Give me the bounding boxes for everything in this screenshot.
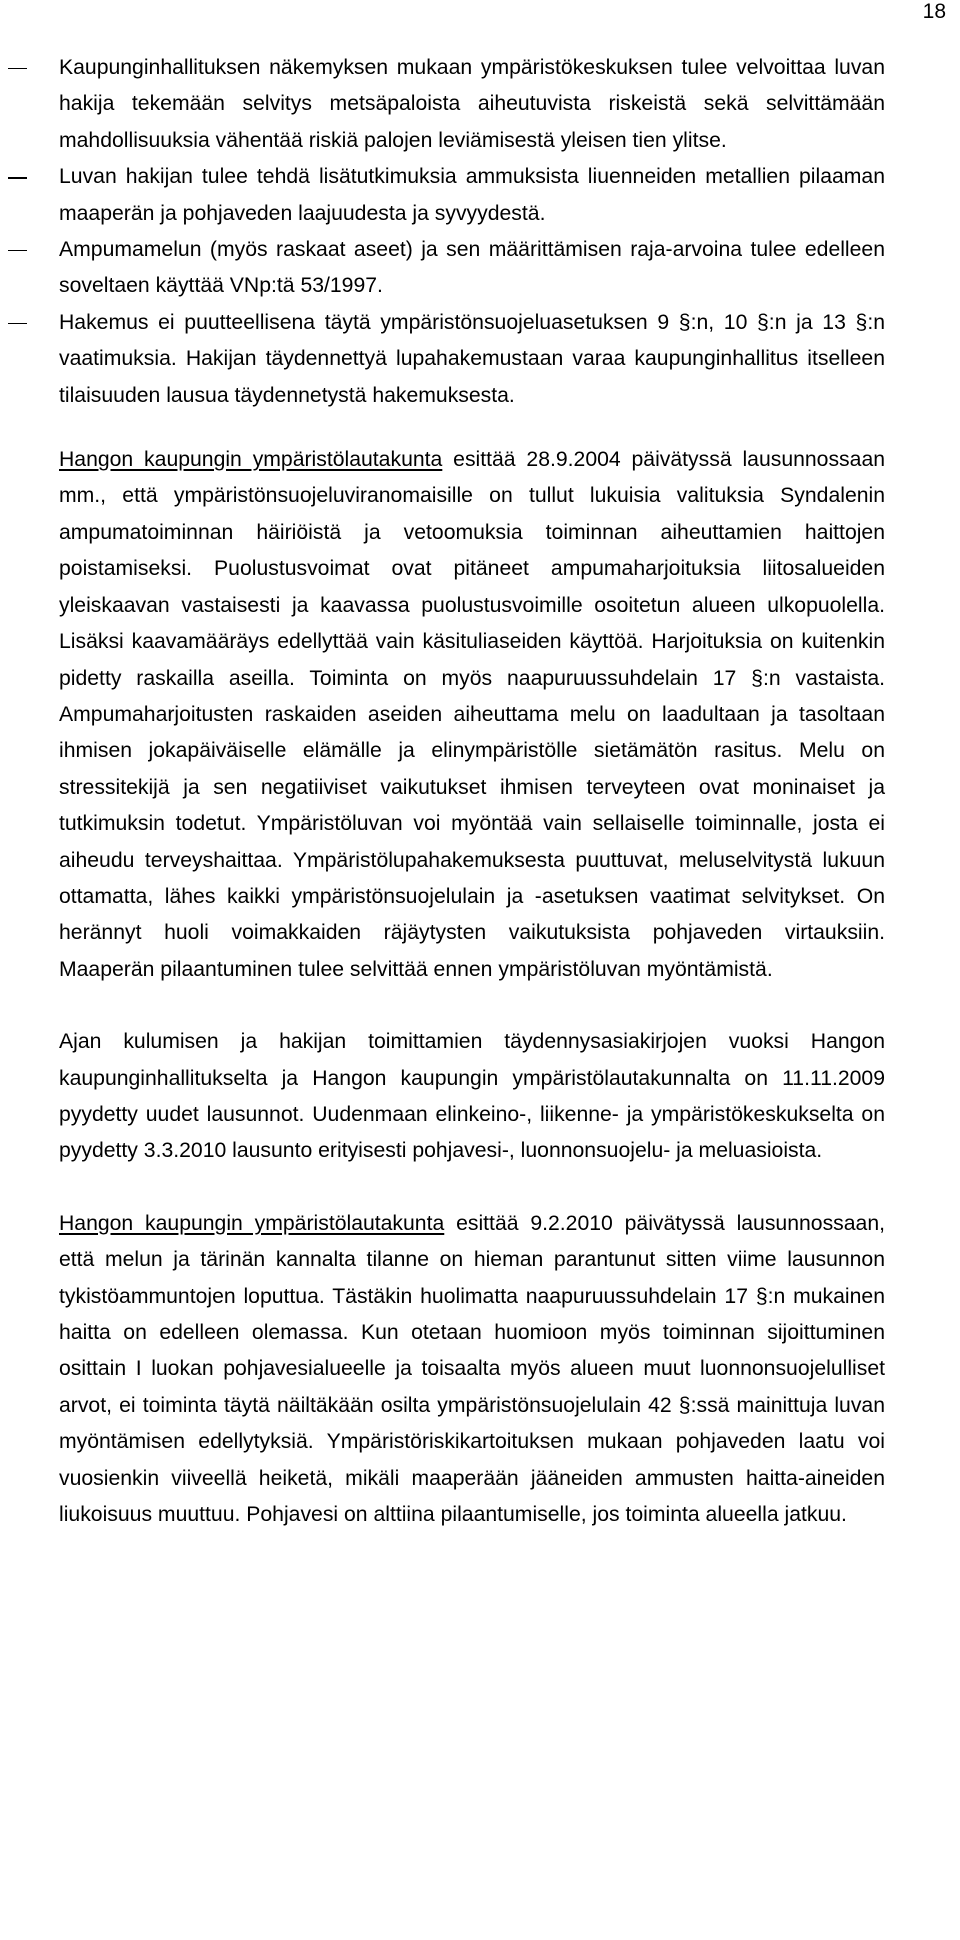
paragraph-new-statements: [59, 1024, 885, 1170]
dash-bullet-icon: [8, 68, 27, 69]
page-number: 18: [922, 0, 946, 23]
paragraph-environment-board-2004: [59, 442, 885, 988]
list-item-text: Hakemus ei puutteellisena täytä ympäristönsuojeluasetuksen 9 §:n, 10 §:n ja 13 §:n vaatimuksia. Hakijan täydennettyä lupahakemustaan varaa kaupunginhallitus itselleen tilaisuuden lausua täydennetystä hakemuksesta.: [59, 310, 885, 407]
list-item-text: Luvan hakijan tulee tehdä lisätutkimuksia ammuksista liuenneiden metallien pilaaman maaperän ja pohjaveden laajuudesta ja syvyydestä.: [59, 165, 885, 225]
paragraph-text: Ajan kulumisen ja hakijan toimittamien täydennysasiakirjojen vuoksi Hangon kaupunginhallitukselta ja Hangon kaupungin ympäristölautakunnalta on 11.11.2009 pyydetty uudet lausunnot. Uudenmaan elinkeino-, liikenne- ja ympäristökeskukselta on pyydetty 3.3.2010 lausunto erityisesti pohjavesi-, luonnonsuojelu- ja meluasioista.: [59, 1030, 885, 1163]
list-item-text: Kaupunginhallituksen näkemyksen mukaan ympäristökeskuksen tulee velvoittaa luvan hakija tekemään selvitys metsäpaloista aiheutuvista riskeistä sekä selvittämään mahdollisuuksia vähentää riskiä palojen leviämisestä yleisen tien ylitse.: [59, 56, 885, 152]
document-body: [59, 50, 885, 1569]
list-item-text: Ampumamelun (myös raskaat aseet) ja sen määrittämisen raja-arvoina tulee edelleen soveltaen käyttää VNp:tä 53/1997.: [59, 238, 885, 298]
bullet-list: [59, 50, 885, 414]
list-item: [59, 305, 885, 414]
paragraph-text: esittää 9.2.2010 päivätyssä lausunnossaan, että melun ja tärinän kannalta tilanne on hieman parantunut sitten viime lausunnon tykistöammuntojen loputtua. Tästäkin huolimatta naapuruussuhdelain 17 §:n mukainen haitta on edelleen olemassa. Kun otetaan huomioon myös toiminnan sijoittuminen osittain I luokan pohjavesialueelle ja toisaalta myös alueen muut luonnonsuojelulliset arvot, ei toiminta täytä näiltäkään osilta ympäristönsuojelulain 42 §:ssä mainittuja luvan myöntämisen edellytyksiä. Ympäristöriskikartoituksen mukaan pohjaveden laatu voi vuosienkin viiveellä heiketä, mikäli maaperään jääneiden ammusten haitta-aineiden liukoisuus muuttuu. Pohjavesi on alttiina pilaantumiselle, jos toiminta alueella jatkuu.: [59, 1211, 885, 1527]
list-item: [59, 232, 885, 305]
underlined-authority-name: Hangon kaupungin ympäristölautakunta: [59, 1211, 445, 1235]
underlined-authority-name: Hangon kaupungin ympäristölautakunta: [59, 448, 443, 472]
list-item: [59, 50, 885, 159]
dash-bullet-icon: [8, 177, 27, 178]
list-item: [59, 159, 885, 232]
dash-bullet-icon: [8, 323, 27, 324]
dash-bullet-icon: [8, 250, 27, 251]
paragraph-text: esittää 28.9.2004 päivätyssä lausunnossaan mm., että ympäristönsuojeluviranomaisille on tullut lukuisia valituksia Syndalenin ampumatoiminnan häiriöistä ja vetoomuksia toiminnan aiheuttamien haittojen poistamiseksi. Puolustusvoimat ovat pitäneet ampumaharjoituksia liitosalueiden yleiskaavan vastaisesti ja kaavassa puolustusvoimille osoitetun alueen ulkopuolella. Lisäksi kaavamääräys edellyttää vain käsituliaseiden käyttöä. Harjoituksia on kuitenkin pidetty raskailla aseilla. Toiminta on myös naapuruussuhdelain 17 §:n vastaista. Ampumaharjoitusten raskaiden aseiden aiheuttama melu on laadultaan ja tasoltaan ihmisen jokapäiväiselle elämälle ja elinympäristölle sietämätön rasitus. Melu on stressitekijä ja sen negatiiviset vaikutukset ihmisen terveyteen ovat moninaiset ja tutkimuksin todetut. Ympäristöluvan voi myöntää vain sellaiselle toiminnalle, josta ei aiheudu terveyshaittaa. Ympäristölupahakemuksesta puuttuvat, meluselvitystä lukuun ottamatta, lähes kaikki ympäristönsuojelulain ja -asetuksen vaatimat selvitykset. On herännyt huoli voimakkaiden räjäytysten vaikutuksista pohjaveden virtauksiin. Maaperän pilaantuminen tulee selvittää ennen ympäristöluvan myöntämistä.: [59, 448, 886, 981]
paragraph-environment-board-2010: [59, 1206, 885, 1534]
